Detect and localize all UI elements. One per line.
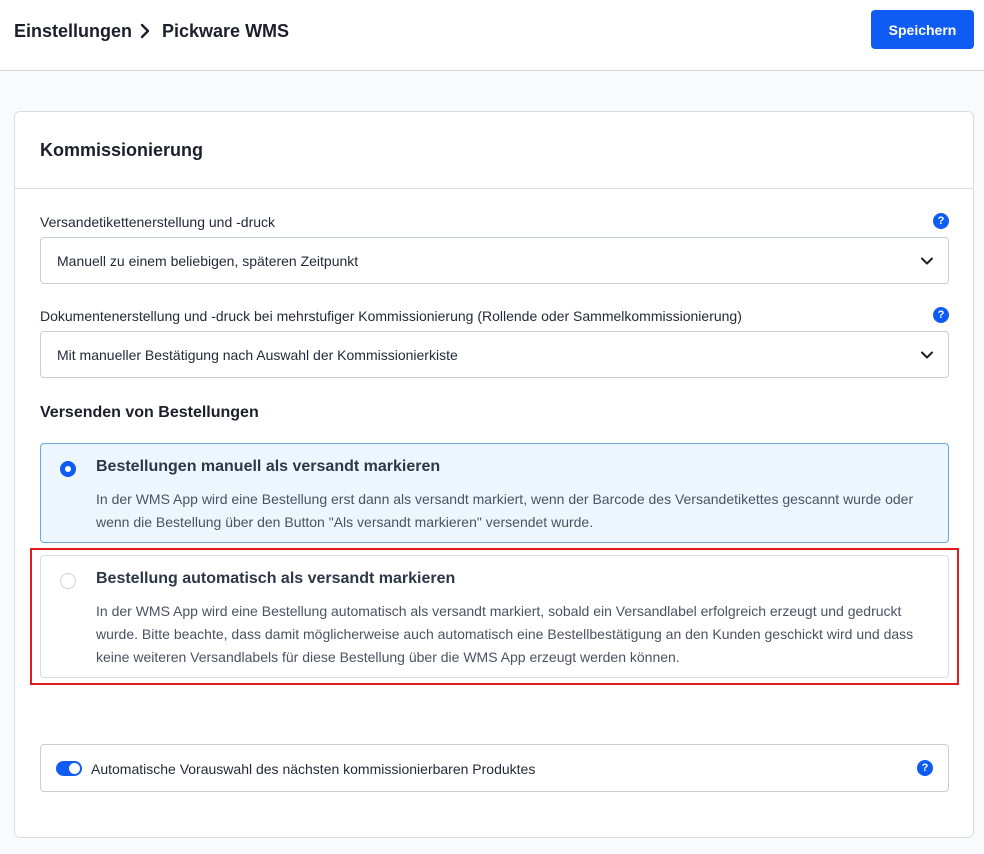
chevron-down-icon — [920, 348, 934, 362]
breadcrumb — [14, 19, 289, 43]
shipping-section-title: Versenden von Bestellungen — [40, 404, 259, 421]
top-bar — [0, 0, 984, 71]
option-title: Bestellung automatisch als versandt markieren — [96, 570, 456, 587]
document-print-field-label: Dokumentenerstellung und -druck bei mehrstufiger Kommissionierung (Rollende oder Sammelkommissionierung) — [40, 308, 742, 324]
card-title: Kommissionierung — [40, 140, 204, 160]
help-icon[interactable]: ? — [933, 213, 949, 229]
select-value: Mit manueller Bestätigung nach Auswahl der Kommissionierkiste — [57, 347, 458, 363]
chevron-down-icon — [920, 254, 934, 268]
picking-settings-card — [14, 111, 974, 838]
help-icon[interactable]: ? — [917, 760, 933, 776]
option-description: In der WMS App wird eine Bestellung erst dann als versandt markiert, wenn der Barcode des Versandetikettes gescannt wurde oder wenn die Bestellung über den Button "Als versandt markieren" versendet wurde. — [96, 491, 914, 530]
auto-preselect-toggle[interactable] — [56, 761, 82, 776]
shipping-label-select[interactable] — [40, 237, 949, 284]
option-description: In der WMS App wird eine Bestellung automatisch als versandt markiert, sobald ein Versandlabel erfolgreich erzeugt und gedruckt wurde. Bitte beachte, dass damit möglicherweise auch automatisch eine Bestellbestätigung an den Kunden geschickt wird und dass keine weiteren Versandlabels für diese Bestellung über die WMS App erzeugt werden können. — [96, 603, 914, 665]
document-print-select[interactable] — [40, 331, 949, 378]
toggle-label: Automatische Vorauswahl des nächsten kommissionierbaren Produktes — [91, 761, 536, 777]
chevron-right-icon — [138, 19, 156, 43]
radio-button[interactable] — [60, 573, 76, 589]
breadcrumb-item-pickware-wms: Pickware WMS — [162, 20, 290, 41]
option-title: Bestellungen manuell als versandt markieren — [96, 458, 441, 475]
help-icon[interactable]: ? — [933, 307, 949, 323]
breadcrumb-item-settings[interactable]: Einstellungen — [14, 20, 133, 41]
select-value: Manuell zu einem beliebigen, späteren Zeitpunkt — [57, 253, 359, 269]
radio-button-selected[interactable] — [60, 461, 76, 477]
option-mark-shipped-manually[interactable] — [40, 443, 949, 543]
shipping-label-field-label: Versandetikettenerstellung und -druck — [40, 214, 276, 230]
option-mark-shipped-automatically[interactable] — [40, 555, 949, 678]
auto-preselect-row — [40, 744, 949, 792]
card-divider — [15, 188, 973, 189]
save-button[interactable]: Speichern — [871, 10, 974, 49]
